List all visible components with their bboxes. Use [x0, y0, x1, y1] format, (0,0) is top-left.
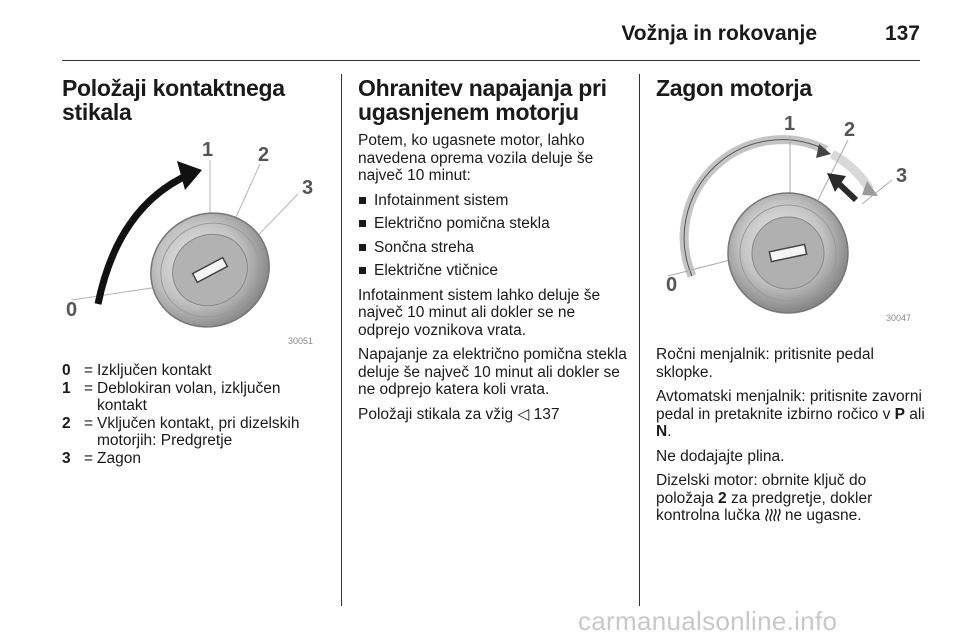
ignition-switch-illustration: [62, 134, 324, 350]
equipment-list: [358, 192, 630, 280]
auto-text-mid: ali: [905, 405, 925, 423]
legend-text: Izključen kontakt: [97, 362, 212, 379]
header-rule: [62, 60, 920, 61]
list-item: Infotainment sistem: [358, 192, 630, 210]
legend-eq: =: [84, 379, 94, 397]
diesel-text-3: ne ugasne.: [780, 507, 862, 524]
engine-start-illustration: [656, 108, 920, 328]
legend-num: 0: [62, 362, 71, 379]
legend-item: [62, 450, 328, 468]
intro-paragraph: Potem, ko ugasnete motor, lahko navedena oprema vozila deluje še največ 10 minut:: [358, 132, 594, 184]
figure-code: 30047: [886, 313, 912, 323]
gear-p: P: [894, 405, 905, 423]
legend-num: 3: [62, 449, 71, 467]
column-divider-2: [639, 74, 640, 606]
figure-label-2: 2: [258, 144, 270, 166]
column-power-retention: [358, 76, 630, 430]
watermark: carmanualsonline.info: [578, 606, 838, 636]
figure-label-1: 1: [202, 139, 214, 161]
engine-start-text: [656, 346, 926, 525]
figure-label-1: 1: [784, 113, 796, 135]
cross-reference-page: 137: [533, 405, 560, 423]
no-throttle-paragraph: Ne dodajajte plina.: [656, 447, 785, 465]
legend-num: 2: [62, 414, 71, 432]
column-engine-start: [656, 76, 926, 532]
legend-item: [62, 415, 328, 450]
diesel-text-2: za predgretje, dokler kontrolna lučka: [656, 489, 873, 524]
heading-ignition-positions: Položaji kontaktnega stikala: [62, 75, 285, 125]
legend-eq: =: [84, 414, 94, 432]
legend-text: Deblokiran volan, izključen kontakt: [97, 379, 281, 414]
page-number: 137: [884, 22, 920, 45]
figure-label-3: 3: [896, 165, 908, 187]
diesel-paragraph: [656, 472, 926, 525]
windows-paragraph: Napajanje za električno pomična stekla deluje še največ 10 minut ali dokler se ne odprejo katera koli vrata.: [358, 346, 627, 398]
gear-n: N: [656, 423, 668, 440]
section-title: Vožnja in rokovanje: [621, 22, 817, 45]
list-item: Električne vtičnice: [358, 262, 630, 280]
infotainment-paragraph: Infotainment sistem lahko deluje še največ 10 minut ali dokler se ne odprejo voznikova vrata.: [358, 286, 601, 339]
page-ref-arrow-icon: ◁: [517, 405, 530, 423]
legend-text: Vključen kontakt, pri dizelskih motorjih: Predgretje: [97, 414, 300, 449]
cross-reference-text: Položaji stikala za vžig: [358, 405, 514, 423]
manual-transmission-paragraph: Ročni menjalnik: pritisnite pedal sklopke.: [656, 346, 874, 381]
list-item: Sončna streha: [358, 239, 630, 257]
legend-num: 1: [62, 379, 71, 397]
auto-text-end: .: [667, 423, 672, 440]
figure-label-0: 0: [66, 299, 78, 321]
figure-label-2: 2: [844, 119, 856, 141]
heading-power-retention: Ohranitev napajanja pri ugasnjenem motorju: [358, 75, 607, 125]
glow-plug-icon: [765, 508, 781, 522]
legend-item: [62, 362, 328, 380]
legend-eq: =: [84, 449, 94, 467]
figure-label-0: 0: [666, 274, 678, 296]
legend-eq: =: [84, 362, 94, 379]
figure-label-3: 3: [302, 177, 314, 199]
figure-code: 30051: [288, 336, 314, 346]
diesel-text: Dizelski motor: obrnite ključ do položaja: [656, 472, 867, 507]
list-item: Električno pomična stekla: [358, 215, 630, 233]
column-divider-1: [341, 74, 342, 606]
auto-text: Avtomatski menjalnik: pritisnite zavorni pedal in pretaknite izbirno ročico v: [656, 388, 922, 423]
position-2: 2: [718, 489, 727, 507]
cross-reference: [358, 406, 630, 424]
column-ignition-positions: [62, 76, 328, 467]
heading-engine-start: Zagon motorja: [656, 75, 812, 101]
legend-text: Zagon: [97, 449, 141, 467]
legend-item: [62, 380, 328, 415]
engine-start-figure: [656, 108, 920, 328]
ignition-switch-figure: [62, 134, 324, 350]
page-header: [0, 0, 960, 60]
position-legend: [62, 362, 328, 467]
automatic-transmission-paragraph: [656, 388, 926, 441]
